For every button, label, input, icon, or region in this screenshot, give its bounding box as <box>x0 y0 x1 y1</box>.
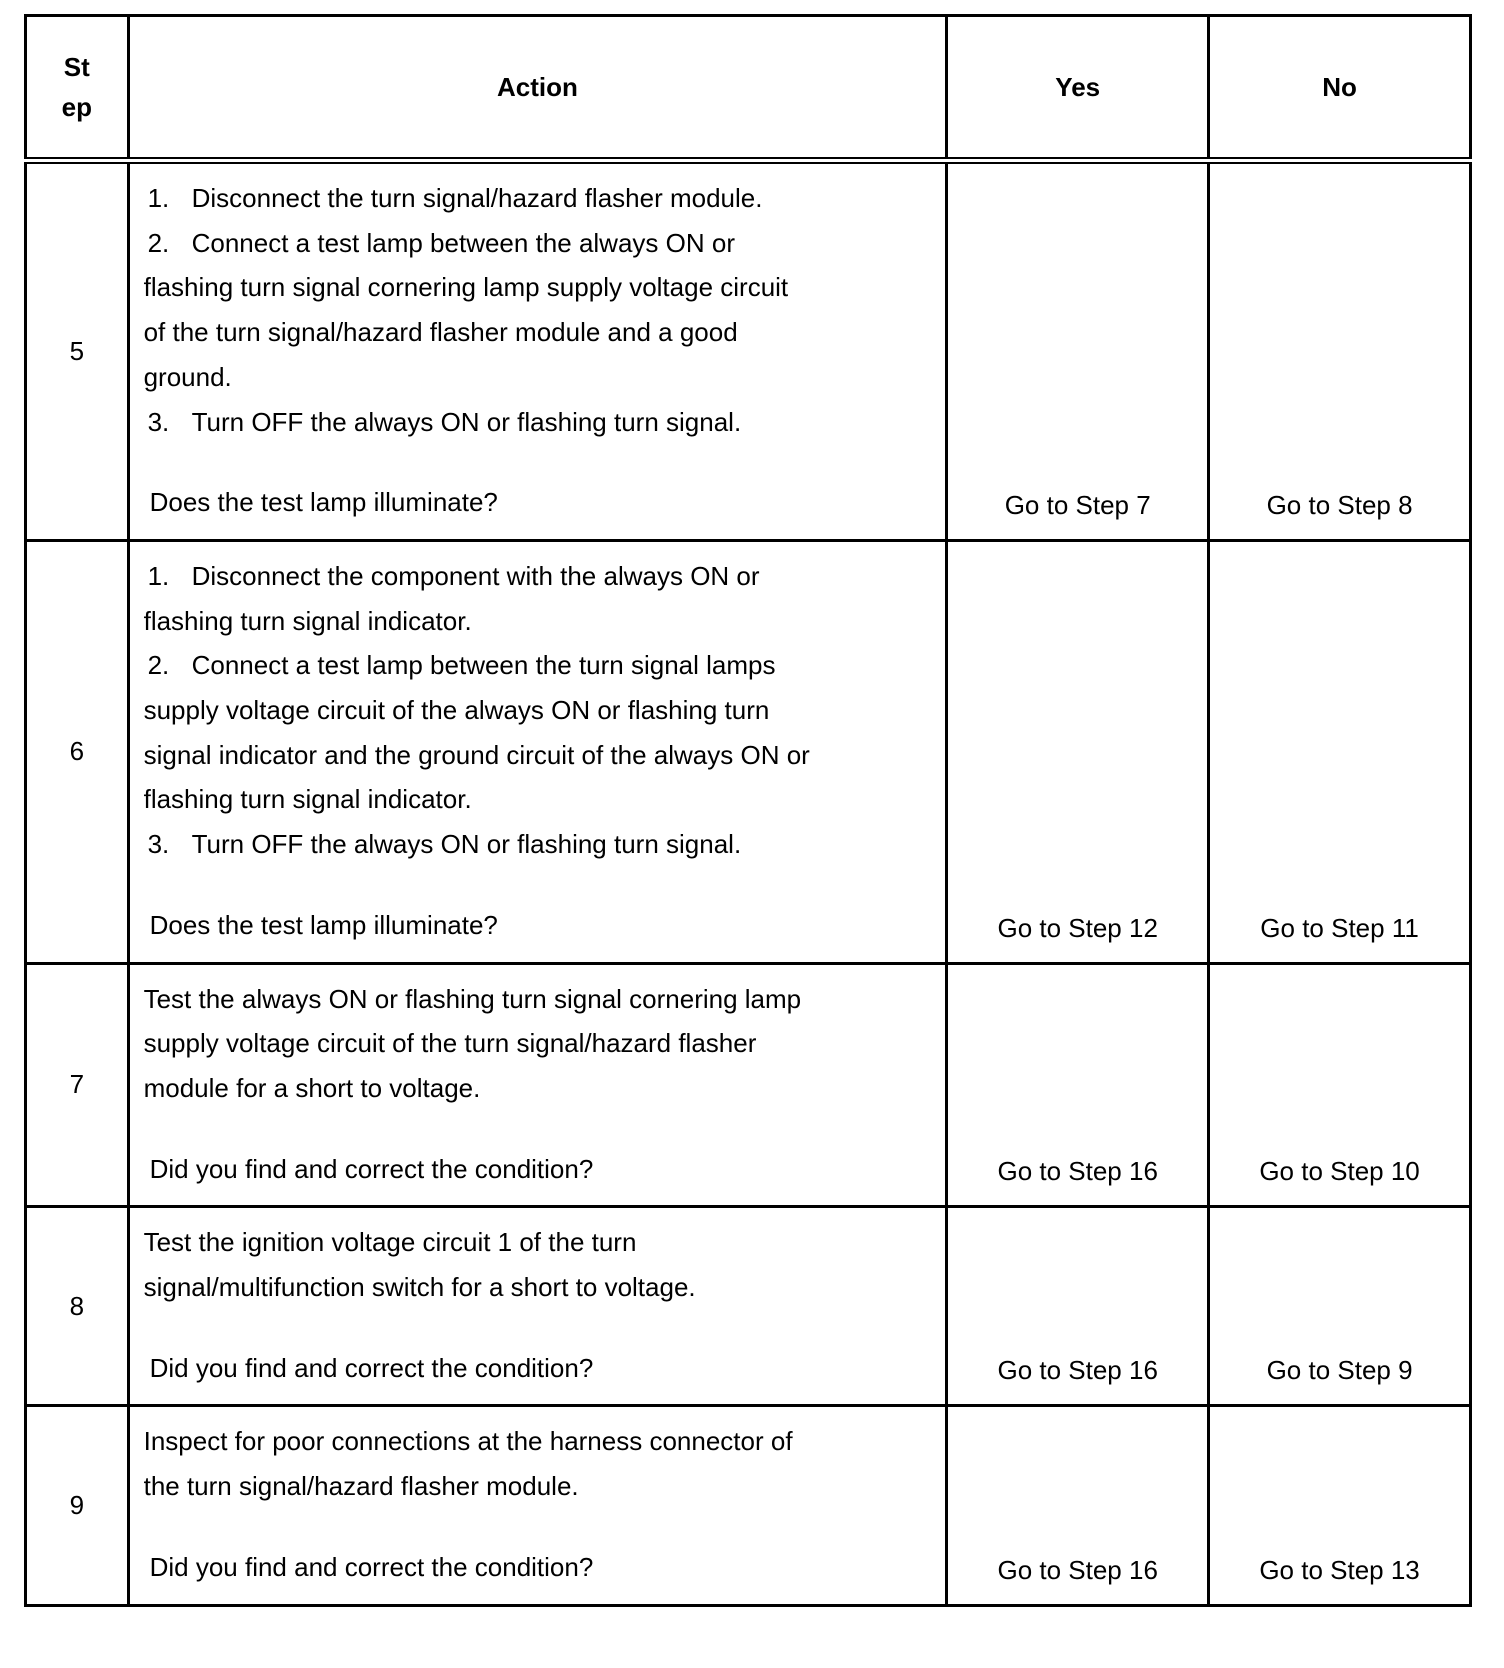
instruction-line <box>144 1464 936 1509</box>
instruction-number: 2. <box>147 650 170 681</box>
yes-column-header: Yes <box>947 16 1209 161</box>
action-question: Does the test lamp illuminate? <box>149 909 498 940</box>
instruction-line <box>144 355 936 400</box>
instruction-text: ground. <box>143 361 232 392</box>
step-number: 5 <box>26 161 129 541</box>
instruction-text: Connect a test lamp between the turn signal lamps <box>191 650 776 681</box>
action-cell <box>128 161 947 541</box>
instruction-text: Test the ignition voltage circuit 1 of the turn <box>143 1227 637 1258</box>
action-cell <box>128 540 947 963</box>
table-header-row <box>26 16 1471 161</box>
table-row <box>26 1406 1471 1605</box>
instruction-number: 3. <box>147 829 170 860</box>
instruction-text: Test the always ON or flashing turn signal cornering lamp <box>143 983 802 1014</box>
instruction-line <box>144 1021 936 1066</box>
instruction-text: the turn signal/hazard flasher module. <box>143 1471 579 1502</box>
no-result: Go to Step 8 <box>1209 161 1471 541</box>
instruction-line <box>144 822 936 867</box>
instruction-line <box>144 221 936 266</box>
action-column-header: Action <box>128 16 947 161</box>
table-row <box>26 1207 1471 1406</box>
instruction-text: Turn OFF the always ON or flashing turn signal. <box>191 406 742 437</box>
step-number: 7 <box>26 963 129 1207</box>
yes-result: Go to Step 16 <box>947 1207 1209 1406</box>
action-question: Did you find and correct the condition? <box>149 1352 594 1383</box>
instruction-text: module for a short to voltage. <box>143 1072 481 1103</box>
yes-result: Go to Step 7 <box>947 161 1209 541</box>
instruction-text: signal indicator and the ground circuit of the always ON or <box>143 739 810 770</box>
instruction-line <box>144 643 936 688</box>
instruction-line <box>144 1419 936 1464</box>
table-row <box>26 540 1471 963</box>
instruction-text: Disconnect the component with the always ON or <box>191 560 760 591</box>
instruction-text: supply voltage circuit of the always ON or flashing turn <box>143 695 770 726</box>
instruction-text: flashing turn signal indicator. <box>143 605 472 636</box>
action-instructions <box>144 1220 936 1309</box>
instruction-line <box>144 310 936 355</box>
instruction-number: 2. <box>147 227 170 258</box>
step-column-header <box>26 16 129 161</box>
instruction-line <box>144 176 936 221</box>
step-number: 8 <box>26 1207 129 1406</box>
instruction-number: 1. <box>147 560 170 591</box>
instruction-line <box>144 777 936 822</box>
no-result: Go to Step 10 <box>1209 963 1471 1207</box>
instruction-line <box>144 977 936 1022</box>
instruction-line <box>144 688 936 733</box>
instruction-line <box>144 1220 936 1265</box>
yes-result: Go to Step 16 <box>947 963 1209 1207</box>
step-number: 9 <box>26 1406 129 1605</box>
instruction-text: supply voltage circuit of the turn signal/hazard flasher <box>143 1028 757 1059</box>
table-body <box>26 161 1471 1606</box>
action-cell <box>128 963 947 1207</box>
instruction-text: signal/multifunction switch for a short to voltage. <box>143 1272 696 1303</box>
action-instructions <box>144 1419 936 1508</box>
diagnostic-table <box>24 14 1472 1607</box>
action-cell <box>128 1406 947 1605</box>
yes-result: Go to Step 12 <box>947 540 1209 963</box>
instruction-number: 1. <box>147 183 170 213</box>
instruction-text: flashing turn signal indicator. <box>143 784 472 815</box>
action-question: Did you find and correct the condition? <box>149 1551 594 1582</box>
table-row <box>26 161 1471 541</box>
no-result: Go to Step 11 <box>1209 540 1471 963</box>
instruction-line <box>144 554 936 599</box>
action-cell <box>128 1207 947 1406</box>
instruction-number: 3. <box>147 406 170 437</box>
action-question: Does the test lamp illuminate? <box>149 487 498 518</box>
instruction-line <box>144 1265 936 1310</box>
step-header-line2: ep <box>61 92 92 122</box>
no-column-header: No <box>1209 16 1471 161</box>
instruction-text: of the turn signal/hazard flasher module and a good <box>143 317 738 348</box>
step-number: 6 <box>26 540 129 963</box>
action-instructions <box>144 176 936 444</box>
step-header-line1: St <box>63 52 90 82</box>
instruction-line <box>144 733 936 778</box>
instruction-line <box>144 400 936 445</box>
table-row <box>26 963 1471 1207</box>
instruction-line <box>144 265 936 310</box>
instruction-text: Disconnect the turn signal/hazard flasher module. <box>191 183 763 213</box>
action-question: Did you find and correct the condition? <box>149 1153 594 1184</box>
no-result: Go to Step 9 <box>1209 1207 1471 1406</box>
instruction-text: flashing turn signal cornering lamp supply voltage circuit <box>143 272 789 303</box>
instruction-text: Turn OFF the always ON or flashing turn signal. <box>191 829 742 860</box>
instruction-line <box>144 599 936 644</box>
instruction-line <box>144 1066 936 1111</box>
no-result: Go to Step 13 <box>1209 1406 1471 1605</box>
action-instructions <box>144 554 936 867</box>
instruction-text: Inspect for poor connections at the harness connector of <box>143 1426 793 1457</box>
yes-result: Go to Step 16 <box>947 1406 1209 1605</box>
action-instructions <box>144 977 936 1111</box>
instruction-text: Connect a test lamp between the always ON or <box>191 227 735 258</box>
